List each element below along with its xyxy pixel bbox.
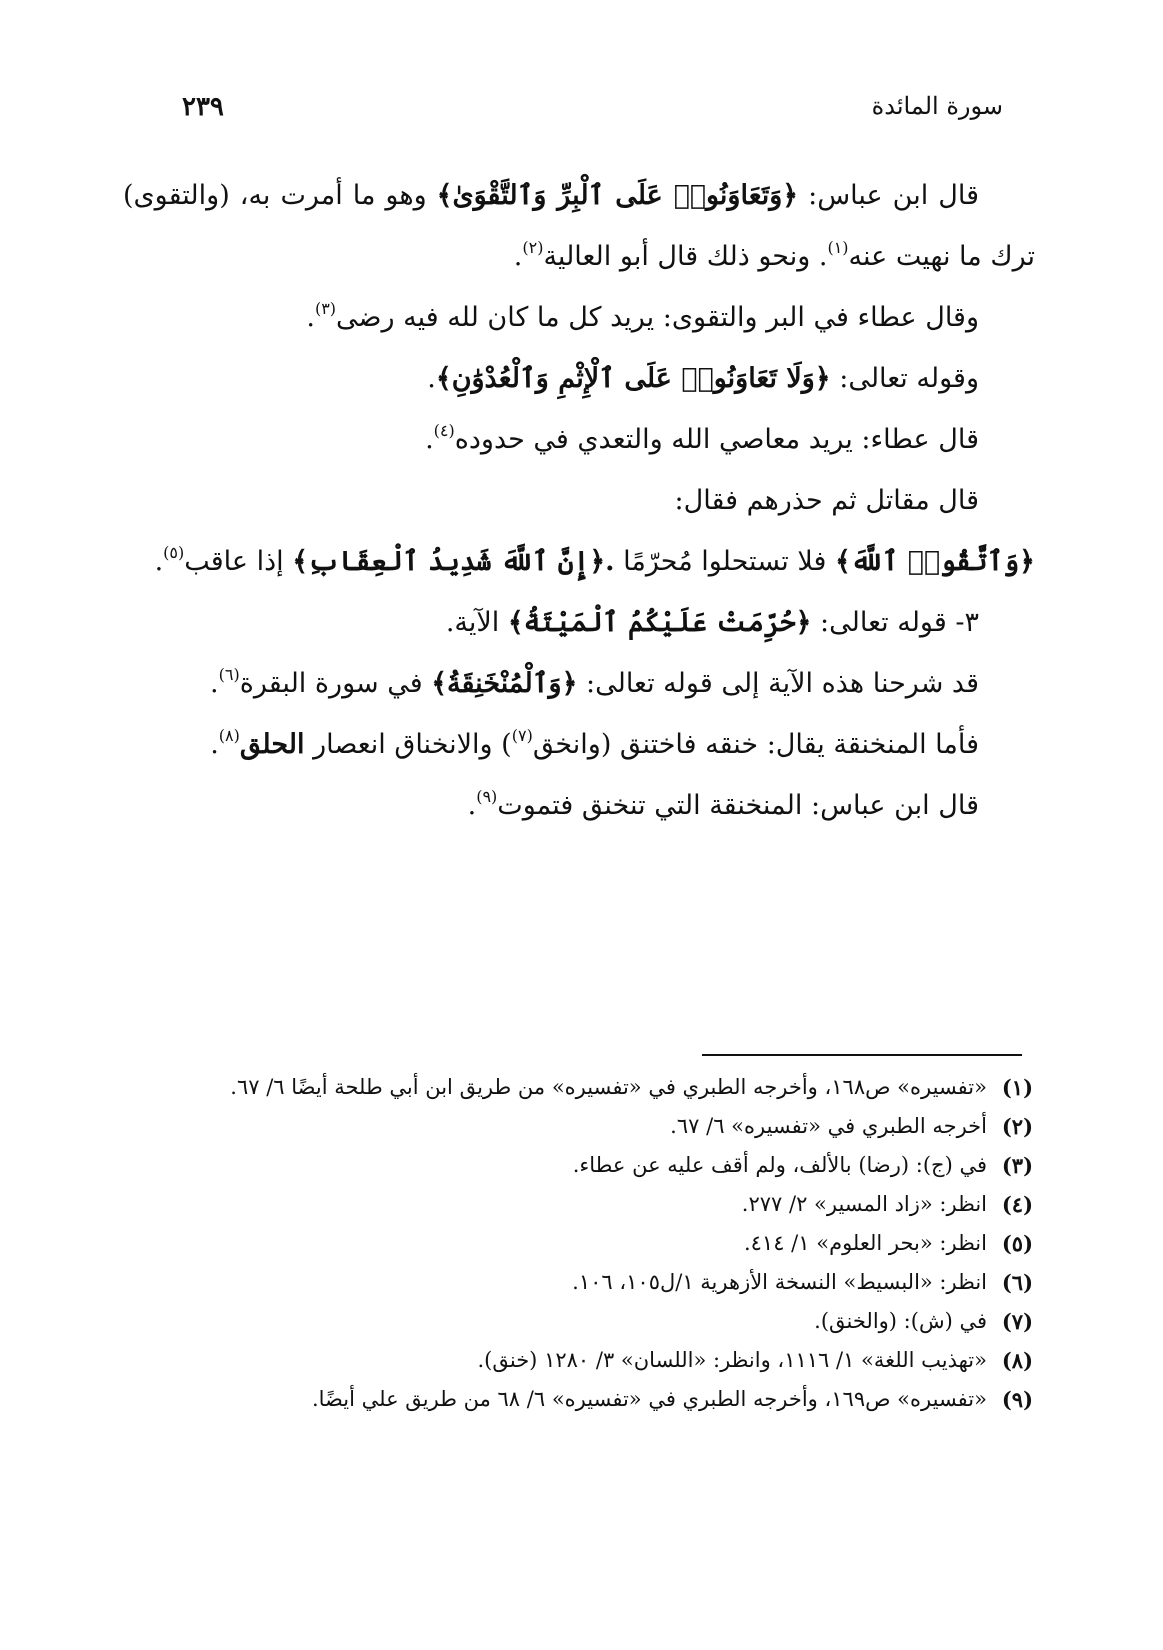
footnote-9 bbox=[123, 1380, 1033, 1419]
footnote-ref-9: (٩) bbox=[476, 787, 498, 806]
footnote-text: انظر: «زاد المسير» ٢/ ٢٧٧. bbox=[741, 1192, 987, 1216]
footnote-8 bbox=[123, 1341, 1033, 1380]
footnote-text: «تفسيره» ص١٦٨، وأخرجه الطبري في «تفسيره» من طريق ابن أبي طلحة أيضًا ٦/ ٦٧. bbox=[230, 1075, 987, 1099]
paragraph-munkhaniqa-definition: فأما المنخنقة يقال: خنقه فاختنق (وانخق$^{(٧)}$) والانخناق انعصار الحلق$^{(٨)}$. bbox=[210, 726, 979, 760]
quran-verse: ﴿وَلَا تَعَاوَنُوا۟ عَلَى ٱلْإِثْمِ وَٱلْعُدْوَٰنِ﴾ bbox=[435, 363, 831, 394]
footnote-text: «تفسيره» ص١٦٩، وأخرجه الطبري في «تفسيره» ٦/ ٦٨ من طريق علي أيضًا. bbox=[311, 1387, 987, 1411]
footnote-text: في (ش): (والخنق). bbox=[814, 1309, 987, 1333]
footnote-ref-3: (٣) bbox=[314, 299, 337, 318]
footnote-ref-2: (٢) bbox=[522, 238, 544, 257]
paragraph-verse-ithm: وقوله تعالى: ﴿وَلَا تَعَاوَنُوا۟ عَلَى ٱلْإِثْمِ وَٱلْعُدْوَٰنِ﴾. bbox=[427, 363, 979, 394]
paragraph-baqara-ref: قد شرحنا هذه الآية إلى قوله تعالى: ﴿وَٱلْمُنْخَنِقَةُ﴾ في سورة البقرة$^{(٦)}$. bbox=[210, 665, 979, 699]
quran-verse: ﴿حُرِّمَتْ عَلَيْكُمُ ٱلْمَيْتَةُ﴾ bbox=[507, 607, 812, 638]
footnote-number: (٣) bbox=[1001, 1153, 1033, 1178]
footnote-ref-5: (٥) bbox=[163, 543, 185, 562]
footnote-text: «تهذيب اللغة» ١/ ١١١٦، وانظر: «اللسان» ٣/ ١٢٨٠ (خنق). bbox=[477, 1348, 987, 1372]
footnote-3 bbox=[123, 1146, 1033, 1185]
paragraph-muqatil: قال مقاتل ثم حذرهم فقال: bbox=[674, 485, 979, 516]
footnote-6 bbox=[123, 1263, 1033, 1302]
footnote-1 bbox=[123, 1068, 1033, 1107]
footnote-text: انظر: «البسيط» النسخة الأزهرية ١/ل١٠٥، ١٠٦. bbox=[572, 1270, 987, 1294]
paragraph-ibn-abbas-birr: قال ابن عباس: ﴿وَتَعَاوَنُوا۟ عَلَى ٱلْبِرِّ وَٱلتَّقْوَىٰ﴾ وهو ما أمرت به، (والتقوى) ترك ما نهيت عنه$^{(١)}$. ونحو ذلك قال أبو العالية$^{(٢)}$. bbox=[123, 180, 1035, 272]
quran-verse: .﴿إِنَّ ٱللَّهَ شَدِيدُ ٱلْعِقَابِ﴾ bbox=[292, 546, 615, 577]
footnote-text: أخرجه الطبري في «تفسيره» ٦/ ٦٧. bbox=[670, 1114, 987, 1138]
footnote-ref-8: (٨) bbox=[218, 726, 240, 745]
running-head-surah-title: سورة المائدة bbox=[871, 92, 1003, 120]
paragraph-taqwa-iqab: ﴿وَٱتَّقُوا۟ ٱللَّهَ﴾ فلا تستحلوا مُحرّمًا .﴿إِنَّ ٱللَّهَ شَدِيدُ ٱلْعِقَابِ﴾ إذا عاقب$^{(٥)}$. bbox=[154, 543, 1035, 577]
paragraph-ata-birr: وقال عطاء في البر والتقوى: يريد كل ما كان لله فيه رضى$^{(٣)}$. bbox=[306, 299, 979, 333]
footnote-ref-1: (١) bbox=[827, 238, 849, 257]
footnote-number: (١) bbox=[1001, 1075, 1033, 1100]
footnote-4 bbox=[123, 1185, 1033, 1224]
footnote-number: (٤) bbox=[1001, 1192, 1033, 1217]
footnote-ref-4: (٤) bbox=[433, 421, 455, 440]
footnote-5 bbox=[123, 1224, 1033, 1263]
quran-verse: ﴿وَٱلْمُنْخَنِقَةُ﴾ bbox=[431, 668, 578, 699]
footnote-number: (٨) bbox=[1001, 1348, 1033, 1373]
paragraph-verse-3: ٣- قوله تعالى: ﴿حُرِّمَتْ عَلَيْكُمُ ٱلْمَيْتَةُ﴾ الآية. bbox=[445, 607, 979, 638]
footnote-text: انظر: «بحر العلوم» ١/ ٤١٤. bbox=[743, 1231, 987, 1255]
footnote-number: (٥) bbox=[1001, 1231, 1033, 1256]
footnote-number: (٩) bbox=[1001, 1387, 1033, 1412]
footnote-number: (٦) bbox=[1001, 1270, 1033, 1295]
quran-verse: ﴿وَتَعَاوَنُوا۟ عَلَى ٱلْبِرِّ وَٱلتَّقْوَىٰ﴾ bbox=[436, 180, 799, 211]
footnote-2 bbox=[123, 1107, 1033, 1146]
footnote-text: في (ج): (رضا) بالألف، ولم أقف عليه عن عطاء. bbox=[572, 1153, 987, 1177]
bold-term: الحلق bbox=[239, 729, 305, 760]
footnote-ref-6: (٦) bbox=[218, 665, 240, 684]
footnote-ref-7: (٧) bbox=[511, 726, 533, 745]
footnote-7 bbox=[123, 1302, 1033, 1341]
footnote-number: (٧) bbox=[1001, 1309, 1033, 1334]
page-number: ٢٣٩ bbox=[182, 92, 224, 122]
footnote-separator bbox=[702, 1054, 1022, 1056]
quran-verse: ﴿وَٱتَّقُوا۟ ٱللَّهَ﴾ bbox=[834, 546, 1035, 577]
footnotes bbox=[123, 1068, 1033, 1419]
paragraph-ibn-abbas-munkhaniqa: قال ابن عباس: المنخنقة التي تنخنق فتموت$^{(٩)}$. bbox=[467, 787, 979, 821]
footnote-number: (٢) bbox=[1001, 1114, 1033, 1139]
paragraph-ata-maasi: قال عطاء: يريد معاصي الله والتعدي في حدوده$^{(٤)}$. bbox=[425, 421, 979, 455]
main-text bbox=[123, 165, 1035, 836]
